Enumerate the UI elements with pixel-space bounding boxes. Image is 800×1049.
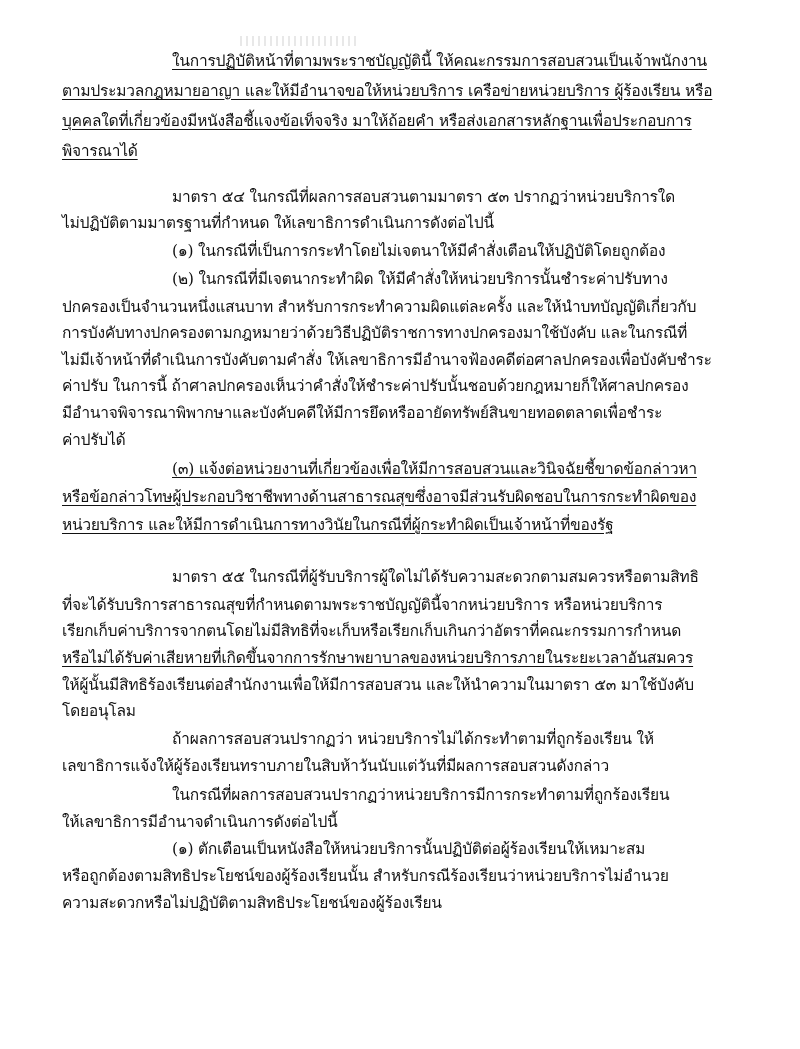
text-line: ไม่มีเจ้าหน้าที่ดำเนินการบังคับตามคำสั่ง ให้เลขาธิการมีอำนาจฟ้องคดีต่อศาลปกครองเพื่อบังคับชำระ [62,351,712,369]
text-line: ที่จะได้รับบริการสาธารณสุขที่กำหนดตามพระราชบัญญัตินี้จากหน่วยบริการ หรือหน่วยบริการ [62,596,663,614]
text-line: ในกรณีที่ผลการสอบสวนปรากฏว่าหน่วยบริการมีการกระทำตามที่ถูกร้องเรียน [172,786,670,804]
text-line: ไม่ปฏิบัติตามมาตรฐานที่กำหนด ให้เลขาธิการดำเนินการดังต่อไปนี้ [62,214,494,232]
list-item: (๑) ตักเตือนเป็นหนังสือให้หน่วยบริการนั้นปฏิบัติต่อผู้ร้องเรียนให้เหมาะสม [172,840,646,858]
text-line: ตามประมวลกฎหมายอาญา และให้มีอำนาจขอให้หน่วยบริการ เครือข่ายหน่วยบริการ ผู้ร้องเรียน หรือ [62,82,713,100]
text-line: ค่าปรับ ในการนี้ ถ้าศาลปกครองเห็นว่าคำสั่งให้ชำระค่าปรับนั้นชอบด้วยกฎหมายก็ให้ศาลปกครอง [62,377,689,395]
text-line: ถ้าผลการสอบสวนปรากฏว่า หน่วยบริการไม่ได้กระทำตามที่ถูกร้องเรียน ให้ [172,730,654,748]
text-line: หรือไม่ได้รับค่าเสียหายที่เกิดขึ้นจากการรักษาพยาบาลของหน่วยบริการภายในระยะเวลาอันสมควร [62,649,694,667]
text-line: ค่าปรับได้ [62,431,126,449]
list-item: (๑) ในกรณีที่เป็นการกระทำโดยไม่เจตนาให้มีคำสั่งเตือนให้ปฏิบัติโดยถูกต้อง [172,242,666,260]
section-heading: มาตรา ๕๔ ในกรณีที่ผลการสอบสวนตามมาตรา ๕๓ ปรากฏว่าหน่วยบริการใด [172,188,676,206]
text-line: ให้เลขาธิการมีอำนาจดำเนินการดังต่อไปนี้ [62,813,338,831]
text-line: หรือข้อกล่าวโทษผู้ประกอบวิชาชีพทางด้านสาธารณสุขซึ่งอาจมีส่วนรับผิดชอบในการกระทำผิดของ [62,488,697,506]
text-line: ปกครองเป็นจำนวนหนึ่งแสนบาท สำหรับการกระทำความผิดแต่ละครั้ง และให้นำบทบัญญัติเกี่ยวกับ [62,298,697,316]
text-line: เรียกเก็บค่าบริการจากตนโดยไม่มีสิทธิที่จะเก็บหรือเรียกเก็บเกินกว่าอัตราที่คณะกรรมการกำหนด [62,622,682,640]
text-line: การบังคับทางปกครองตามกฎหมายว่าด้วยวิธีปฏิบัติราชการทางปกครองมาใช้บังคับ และในกรณีที่ [62,324,688,342]
text-line: หรือถูกต้องตามสิทธิประโยชน์ของผู้ร้องเรียนนั้น สำหรับกรณีร้องเรียนว่าหน่วยบริการไม่อำนวย [62,867,669,885]
text-line: เลขาธิการแจ้งให้ผู้ร้องเรียนทราบภายในสิบห้าวันนับแต่วันที่มีผลการสอบสวนดังกล่าว [62,757,610,775]
list-item: (๒) ในกรณีที่มีเจตนากระทำผิด ให้มีคำสั่งให้หน่วยบริการนั้นชำระค่าปรับทาง [172,270,668,288]
text-line: มีอำนาจพิจารณาพิพากษาและบังคับคดีให้มีการยึดหรืออายัดทรัพย์สินขายทอดตลาดเพื่อชำระ [62,404,663,422]
scan-artifact [240,36,360,46]
text-line: พิจารณาได้ [62,142,138,160]
text-line: หน่วยบริการ และให้มีการดำเนินการทางวินัยในกรณีที่ผู้กระทำผิดเป็นเจ้าหน้าที่ของรัฐ [62,516,614,534]
list-item: (๓) แจ้งต่อหน่วยงานที่เกี่ยวข้องเพื่อให้มีการสอบสวนและวินิจฉัยชี้ขาดข้อกล่าวหา [172,460,697,478]
text-line: โดยอนุโลม [62,702,136,720]
text-line: ให้ผู้นั้นมีสิทธิร้องเรียนต่อสำนักงานเพื่อให้มีการสอบสวน และให้นำความในมาตรา ๕๓ มาใช้บังคับ [62,676,694,694]
text-line: บุคคลใดที่เกี่ยวข้องมีหนังสือชี้แจงข้อเท็จจริง มาให้ถ้อยคำ หรือส่งเอกสารหลักฐานเพื่อประกอบการ [62,112,692,130]
section-heading: มาตรา ๕๕ ในกรณีที่ผู้รับบริการผู้ใดไม่ได้รับความสะดวกตามสมควรหรือตามสิทธิ [172,568,699,586]
text-line: ความสะดวกหรือไม่ปฏิบัติตามสิทธิประโยชน์ของผู้ร้องเรียน [62,894,442,912]
text-line: ในการปฏิบัติหน้าที่ตามพระราชบัญญัตินี้ ให้คณะกรรมการสอบสวนเป็นเจ้าพนักงาน [172,52,707,70]
